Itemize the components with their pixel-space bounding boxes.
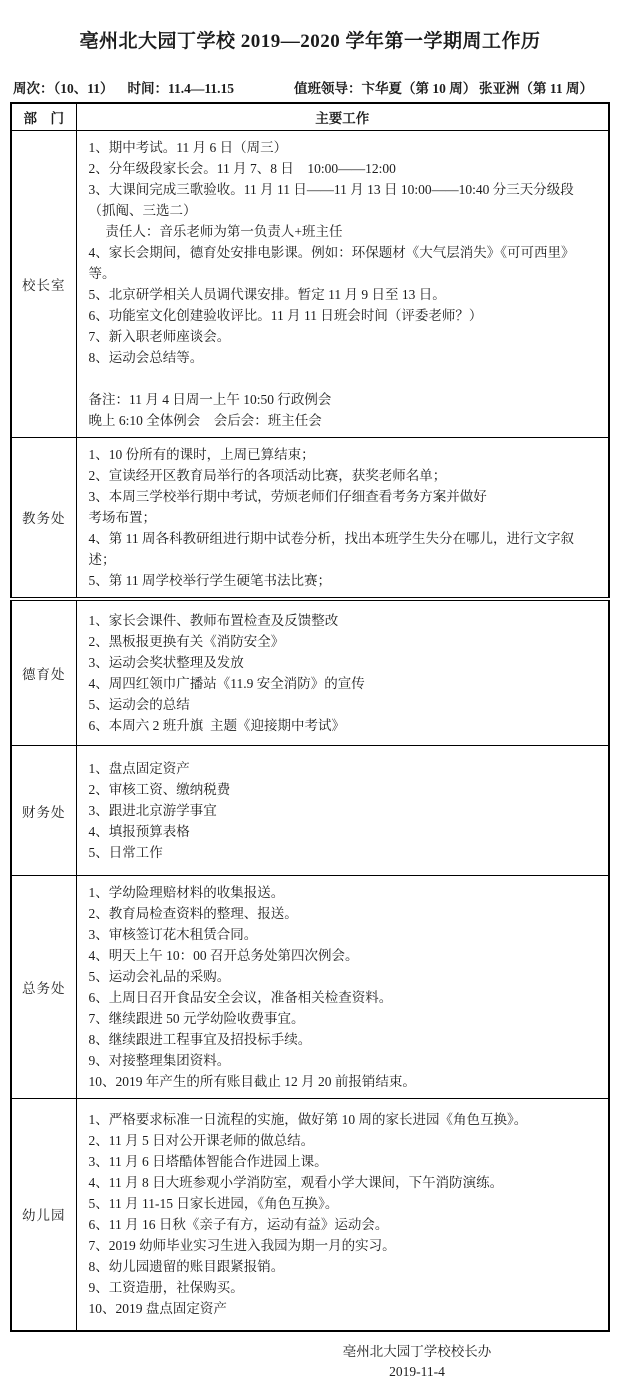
- work-item-line: 2、审核工资、缴纳税费: [88, 782, 231, 797]
- work-item-line: 8、继续跟进工程事宜及招投标手续。: [88, 1032, 312, 1047]
- duty-leader-week10-label: 值班领导：卞华夏（第 10 周）: [294, 81, 477, 96]
- work-item-line: 1、严格要求标准一日流程的实施，做好第 10 周的家长进园《角色互换》。: [88, 1112, 528, 1128]
- dept-name: 校长室: [11, 130, 76, 437]
- work-item-line: 3、审核签订花木租赁合同。: [88, 927, 258, 942]
- work-item-line: 6、11 月 16 日秋《亲子有方，运动有益》运动会。: [88, 1217, 389, 1233]
- duty-leader-week11-label: 张亚洲（第 11 周）: [478, 81, 593, 96]
- work-item-line: 1、学幼险理赔材料的收集报送。: [88, 885, 285, 900]
- work-item-line: 5、11 月 11-15 日家长进园，《角色互换》。: [88, 1196, 339, 1212]
- work-item-line: 责任人：音乐老师为第一负责人+班主任: [88, 223, 343, 239]
- work-item-line: 4、填报预算表格: [88, 824, 190, 839]
- work-item-line: 8、幼儿园遗留的账目跟紧报销。: [88, 1259, 285, 1275]
- work-item-line: 1、家长会课件、教师布置检查及反馈整改: [88, 612, 339, 628]
- footer-date: 2019-11-4: [389, 1363, 445, 1379]
- work-item-line: 5、北京研学相关人员调代课安排。暂定 11 月 9 日至 13 日。: [88, 286, 446, 302]
- work-item-line: 4、明天上午 10：00 召开总务处第四次例会。: [88, 948, 359, 963]
- work-item-line: 3、11 月 6 日塔酷体智能合作进园上课。: [88, 1154, 328, 1170]
- work-item-line: 5、第 11 周学校举行学生硬笔书法比赛；: [88, 572, 331, 588]
- work-items-cell: [76, 1099, 609, 1331]
- info-row: [10, 77, 610, 97]
- dept-name: 总务处: [11, 876, 76, 1099]
- work-item-line: 6、上周日召开食品安全会议，准备相关检查资料。: [88, 990, 393, 1005]
- work-item-line: 3、运动会奖状整理及发放: [88, 654, 244, 670]
- work-item-line: 备注：11 月 4 日周一上午 10:50 行政例会: [88, 391, 332, 407]
- work-item-line: 2、宣读经开区教育局举行的各项活动比赛，获奖老师名单；: [88, 467, 447, 483]
- work-item-line: 5、运动会的总结: [88, 696, 190, 712]
- table-row: [11, 130, 609, 437]
- work-item-line: 4、第 11 周各科教研组进行期中试卷分析，找出本班学生失分在哪儿，进行文字叙述；: [88, 530, 574, 567]
- table-row: [11, 746, 609, 876]
- work-items-cell: [76, 876, 609, 1099]
- blank-line: [89, 368, 601, 389]
- work-items-cell: [76, 599, 609, 746]
- work-item-line: 1、盘点固定资产: [88, 761, 190, 776]
- work-item-line: 2、黑板报更换有关《消防安全》: [88, 633, 285, 649]
- work-item-line: 5、日常工作: [88, 845, 163, 860]
- work-item-line: 10、2019 盘点固定资产: [88, 1301, 227, 1317]
- dept-name: 教务处: [11, 437, 76, 599]
- table-row: [11, 1099, 609, 1331]
- work-item-line: 7、2019 幼师毕业实习生进入我园为期一月的实习。: [88, 1238, 396, 1254]
- work-item-line: 10、2019 年产生的所有账目截止 12 月 20 前报销结束。: [88, 1074, 416, 1089]
- table-header-row: [11, 103, 609, 130]
- work-item-line: 3、跟进北京游学事宜: [88, 803, 217, 818]
- main-work-column-header: 主要工作: [76, 103, 609, 130]
- time-range-label: 时间：11.4—11.15: [127, 81, 235, 96]
- dept-column-header: 部 门: [11, 103, 76, 130]
- footer: [302, 1342, 532, 1382]
- work-item-line: 4、周四红领巾广播站《11.9 安全消防》的宣传: [88, 675, 365, 691]
- work-items-cell: [76, 130, 609, 437]
- work-item-line: 7、继续跟进 50 元学幼险收费事宜。: [88, 1011, 305, 1026]
- table-row: [11, 599, 609, 746]
- weekly-work-table: [10, 102, 610, 1332]
- page-title: 亳州北大园丁学校 2019—2020 学年第一学期周工作历: [79, 31, 541, 52]
- work-item-line: 9、工资造册，社保购买。: [88, 1280, 244, 1296]
- dept-name: 财务处: [11, 746, 76, 876]
- work-item-line: 考场布置；: [88, 509, 156, 525]
- work-item-line: 4、11 月 8 日大班参观小学消防室，观看小学大课间，下午消防演练。: [88, 1175, 504, 1191]
- table-row: [11, 437, 609, 599]
- work-item-line: 3、大课间完成三歌验收。11 月 11 日——11 月 13 日 10:00——10:40 分三天分级段（抓阄、三选二）: [88, 181, 574, 218]
- dept-name: 幼儿园: [11, 1099, 76, 1331]
- work-item-line: 3、本周三学校举行期中考试，劳烦老师们仔细查看考务方案并做好: [88, 488, 487, 504]
- work-items-cell: [76, 437, 609, 599]
- work-item-line: 2、教育局检查资料的整理、报送。: [88, 906, 298, 921]
- dept-name: 德育处: [11, 599, 76, 746]
- table-body: [11, 130, 609, 1331]
- work-item-line: 4、家长会期间，德育处安排电影课。例如：环保题材《大气层消失》《可可西里》等。: [88, 244, 575, 281]
- work-items-cell: [76, 746, 609, 876]
- work-item-line: 8、运动会总结等。: [88, 349, 204, 365]
- week-number-label: 周次：（10、11）: [13, 81, 114, 96]
- work-item-line: 2、11 月 5 日对公开课老师的做总结。: [88, 1133, 315, 1149]
- work-item-line: 1、期中考试。11 月 6 日（周三）: [88, 139, 288, 155]
- work-item-line: 2、分年级段家长会。11 月 7、8 日 10:00——12:00: [88, 160, 396, 176]
- work-item-line: 9、对接整理集团资料。: [88, 1053, 231, 1068]
- work-item-line: 6、功能室文化创建验收评比。11 月 11 日班会时间（评委老师？）: [88, 307, 483, 323]
- work-item-line: 1、10 份所有的课时，上周已算结束；: [88, 446, 315, 462]
- work-item-line: 7、新入职老师座谈会。: [88, 328, 231, 344]
- work-item-line: 晚上 6:10 全体例会 会后会：班主任会: [88, 412, 322, 428]
- work-item-line: 6、本周六 2 班升旗 主题《迎接期中考试》: [88, 717, 345, 733]
- table-row: [11, 876, 609, 1099]
- work-item-line: 5、运动会礼品的采购。: [88, 969, 231, 984]
- footer-office-name: 亳州北大园丁学校校长办: [342, 1343, 492, 1359]
